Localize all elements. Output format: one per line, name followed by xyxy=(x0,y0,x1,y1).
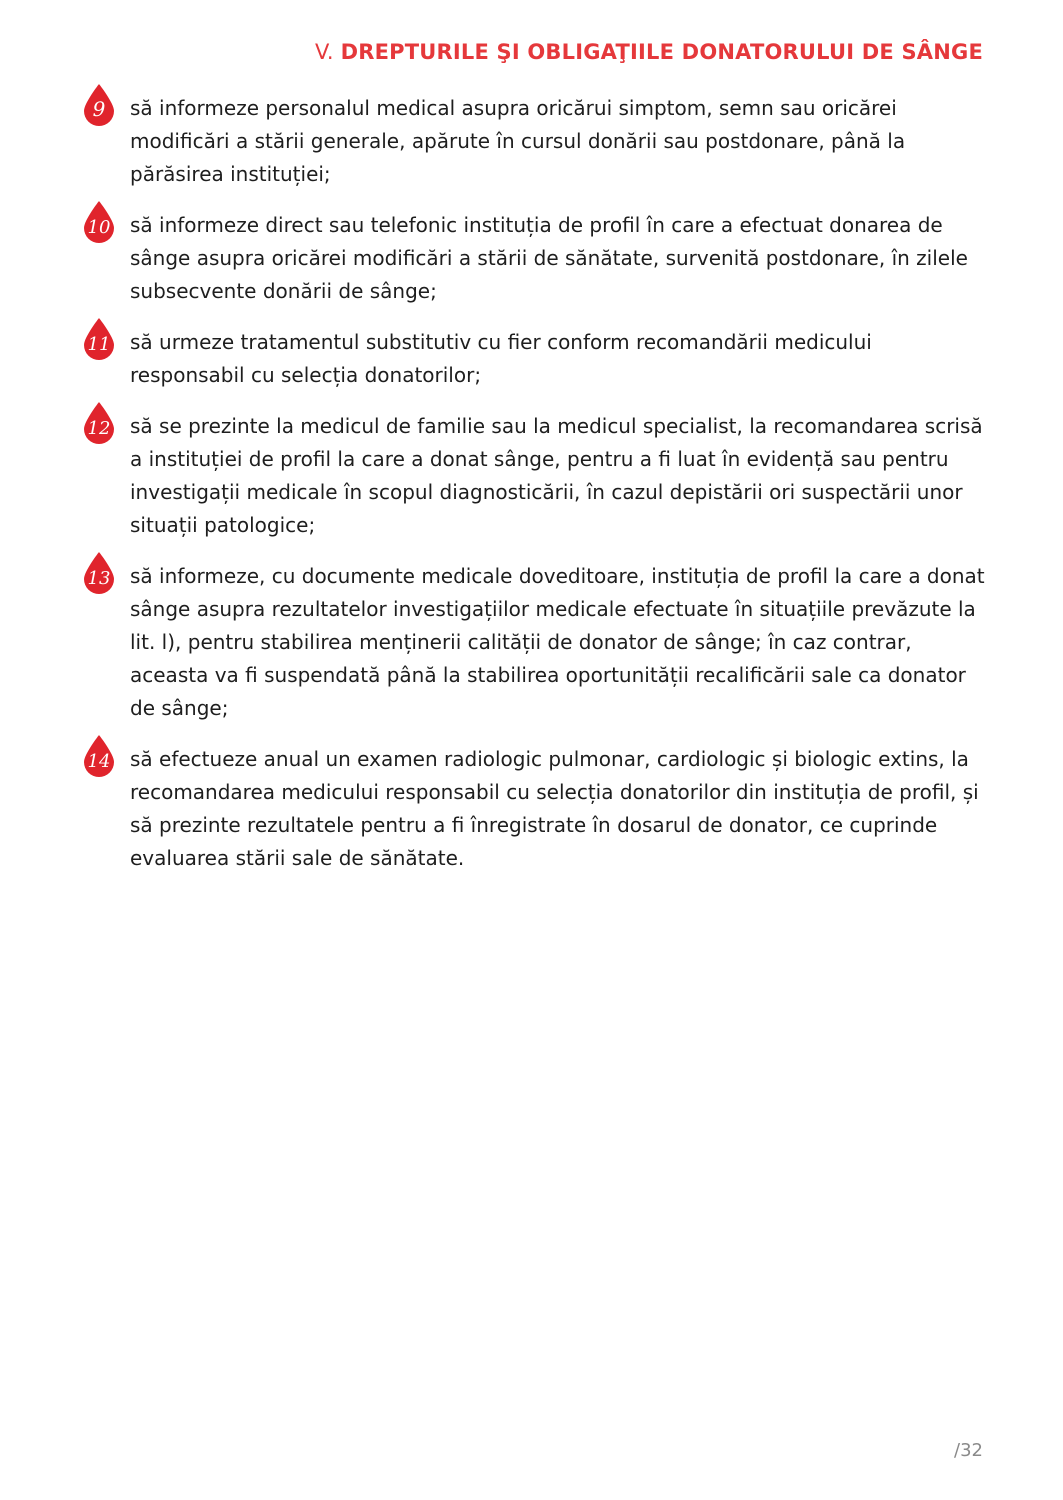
item-number: 14 xyxy=(87,751,111,772)
list-item xyxy=(80,560,990,725)
blood-drop-icon xyxy=(80,317,118,361)
item-number: 10 xyxy=(87,217,111,238)
blood-drop-icon xyxy=(80,551,118,595)
blood-drop-icon xyxy=(80,401,118,445)
chapter-number: V. xyxy=(314,40,341,64)
obligations-list xyxy=(80,92,990,893)
list-item xyxy=(80,410,990,542)
blood-drop-shape xyxy=(80,401,118,445)
item-text: să informeze direct sau telefonic instituția de profil în care a efectuat donarea de sânge asupra oricărei modificări a stării de sănătate, survenită postdonare, în zilele subsecvente donării de sânge; xyxy=(130,213,968,303)
item-text: să se prezinte la medicul de familie sau la medicul specialist, la recomandarea scrisă a instituției de profil la care a donat sânge, pentru a fi luat în evidență sau pentru investigații medicale în scopul diagnosticării, în cazul depistării ori suspectării unor situații patologice; xyxy=(130,414,983,537)
blood-drop-shape xyxy=(80,200,118,244)
list-item xyxy=(80,209,990,308)
chapter-title: DREPTURILE ŞI OBLIGAŢIILE DONATORULUI DE SÂNGE xyxy=(340,40,983,64)
blood-drop-shape xyxy=(80,551,118,595)
item-text: să efectueze anual un examen radiologic pulmonar, cardiologic și biologic extins, la recomandarea medicului responsabil cu selecția donatorilor din instituția de profil, și să prezinte rezultatele pentru a fi înregistrate în dosarul de donator, ce cuprinde evaluarea stării sale de sănătate. xyxy=(130,747,979,870)
item-number: 13 xyxy=(87,568,111,589)
item-text: să informeze, cu documente medicale doveditoare, instituția de profil la care a donat sânge asupra rezultatelor investigațiilor medicale efectuate în situațiile prevăzute la lit. l), pentru stabilirea menținerii calității de donator de sânge; în caz contrar, aceasta va fi suspendată până la stabilirea oportunității recalificării sale ca donator de sânge; xyxy=(130,564,985,720)
page-number: /32 xyxy=(954,1440,983,1461)
item-number: 11 xyxy=(87,334,111,355)
chapter-header xyxy=(315,40,983,64)
list-item xyxy=(80,92,990,191)
blood-drop-shape xyxy=(80,83,118,127)
blood-drop-icon xyxy=(80,200,118,244)
list-item xyxy=(80,326,990,392)
item-text: să informeze personalul medical asupra oricărui simptom, semn sau oricărei modificări a stării generale, apărute în cursul donării sau postdonare, până la părăsirea instituției; xyxy=(130,96,906,186)
blood-drop-shape xyxy=(80,317,118,361)
item-number: 12 xyxy=(87,418,111,439)
list-item xyxy=(80,743,990,875)
blood-drop-icon xyxy=(80,734,118,778)
blood-drop-icon xyxy=(80,83,118,127)
item-text: să urmeze tratamentul substitutiv cu fier conform recomandării medicului responsabil cu selecția donatorilor; xyxy=(130,330,872,387)
blood-drop-shape xyxy=(80,734,118,778)
item-number: 9 xyxy=(92,97,106,121)
